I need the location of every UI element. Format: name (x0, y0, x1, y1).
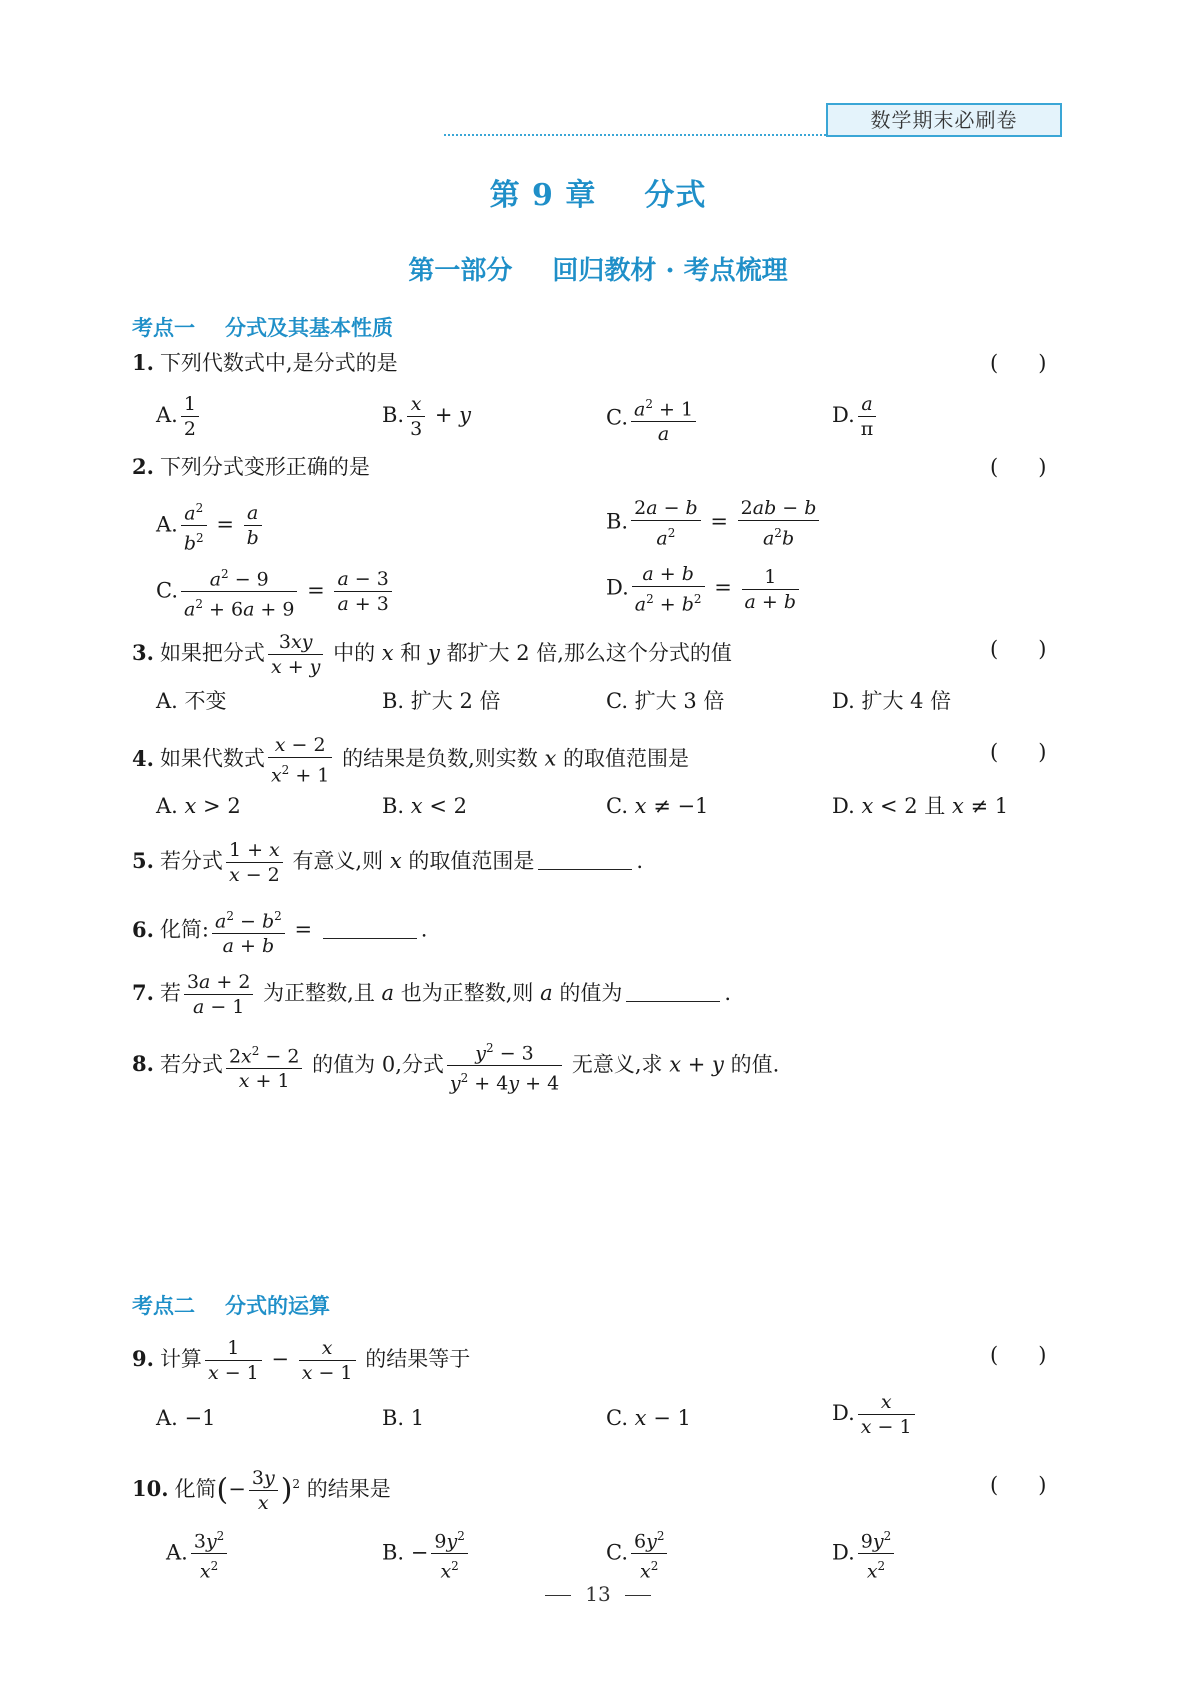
option-b: B. $\frac{x}{3}$ + y (382, 393, 472, 440)
question-text: 若分式 (159, 849, 223, 873)
answer-blank (323, 918, 417, 939)
question-text: 化简 (174, 1477, 217, 1501)
chapter-name: 分式 (644, 178, 707, 213)
question-text: 的值. (730, 1052, 780, 1077)
question-text: 如果把分式 (159, 641, 265, 665)
page-number (0, 1582, 1196, 1606)
question-text: 的值为 0,分式 (312, 1052, 444, 1077)
option-b: B. − $\frac{9y^2}{x^2}$ (382, 1524, 471, 1584)
question-9: 9. 计算 $\frac{1}{x - 1}$ − $\frac{x}{x - 1}$ 的结果等于 (132, 1337, 471, 1384)
header-label: 数学期末必刷卷 (826, 103, 1062, 137)
question-7: 7. 若 $\frac{3a + 2}{a - 1}$ 为正整数,且 a 也为正整数,则 a 的值为 . (132, 971, 732, 1018)
option-d: D. $\frac{9y^2}{x^2}$ (832, 1524, 897, 1584)
question-8: 8. 若分式 $\frac{2x^2 - 2}{x + 1}$ 的值为 0,分式 $\frac{y^2 - 3}{y^2 + 4y + 4}$ 无意义,求 x + y 的值. (132, 1036, 779, 1096)
option-d: D. x < 2 且 x ≠ 1 (832, 794, 1009, 818)
chapter-number: 第 9 章 (489, 178, 597, 213)
option-b: B. x < 2 (382, 794, 467, 818)
question-number: 4. (132, 745, 154, 771)
option-d: D. $\frac{a}{\pi}$ (832, 392, 879, 441)
answer-parens: ( ) (990, 351, 1047, 375)
fraction: $\frac{x - 2}{x^2 + 1}$ (268, 733, 332, 787)
fraction: $\frac{3y}{x}$ (249, 1466, 278, 1515)
page-dash (625, 1595, 651, 1596)
option-c: C. $\frac{a^2 + 1}{a}$ (606, 392, 699, 446)
question-number: 9. (132, 1346, 154, 1371)
question-number: 1. (132, 350, 154, 375)
question-text: 的取值范围是 (408, 849, 535, 873)
option-b: B. $\frac{2a - b}{a^2}$ = $\frac{2ab - b}{a^2b}$ (606, 496, 822, 550)
question-text: 无意义,求 (571, 1052, 663, 1077)
question-6: 6. 化简: $\frac{a^2 - b^2}{a + b}$ = . (132, 904, 427, 958)
page-dash (545, 1595, 571, 1596)
option-b: B. 扩大 2 倍 (382, 689, 501, 713)
answer-parens: ( ) (990, 637, 1047, 661)
question-2 (132, 451, 370, 483)
fraction: $\frac{y^2 - 3}{y^2 + 4y + 4}$ (447, 1036, 562, 1096)
question-number: 3. (132, 640, 154, 665)
option-c: C. $\frac{a^2 - 9}{a^2 + 6a + 9}$ = $\frac{a - 3}{a + 3}$ (156, 562, 395, 622)
question-number: 5. (132, 848, 154, 873)
option-a: A. $\frac{a^2}{b^2}$ = $\frac{a}{b}$ (156, 496, 265, 556)
answer-parens: ( ) (990, 1343, 1047, 1367)
question-text: 的结果等于 (365, 1347, 471, 1371)
question-text: 下列代数式中,是分式的是 (159, 351, 398, 375)
section-heading-1 (132, 312, 393, 342)
answer-parens: ( ) (990, 740, 1047, 764)
question-1 (132, 347, 398, 379)
question-text: 的值为 (559, 981, 623, 1005)
option-c: C. 扩大 3 倍 (606, 689, 725, 713)
option-a: A. $\frac{3y^2}{x^2}$ (166, 1524, 230, 1584)
option-a: A. x > 2 (156, 794, 241, 818)
question-text: 中的 (333, 641, 376, 665)
question-number: 2. (132, 454, 154, 479)
answer-parens: ( ) (990, 1473, 1047, 1497)
question-text: 有意义,则 (292, 849, 384, 873)
option-d: D. $\frac{a + b}{a^2 + b^2}$ = $\frac{1}{a + b}$ (606, 562, 802, 616)
header-dotted-line (444, 134, 826, 136)
fraction: $\frac{3xy}{x + y}$ (268, 630, 323, 679)
question-5: 5. 若分式 $\frac{1 + x}{x - 2}$ 有意义,则 x 的取值范围是 . (132, 839, 644, 886)
question-text: 都扩大 2 倍,那么这个分式的值 (446, 641, 732, 665)
part-name: 回归教材 · 考点梳理 (552, 256, 788, 286)
page-number-text: 13 (585, 1582, 611, 1606)
question-text: 下列分式变形正确的是 (159, 455, 370, 479)
fraction: $\frac{x}{x - 1}$ (299, 1336, 356, 1385)
option-d: D. $\frac{x}{x - 1}$ (832, 1390, 918, 1439)
question-text: 的结果是 (306, 1477, 391, 1501)
question-number: 6. (132, 916, 154, 942)
option-d: D. 扩大 4 倍 (832, 689, 952, 713)
question-text: 和 (400, 641, 422, 665)
question-number: 8. (132, 1051, 154, 1077)
fraction: $\frac{1}{x - 1}$ (205, 1336, 262, 1385)
section-number: 考点一 (132, 316, 195, 340)
question-text: 化简: (159, 917, 210, 942)
option-c: C. $\frac{6y^2}{x^2}$ (606, 1524, 670, 1584)
question-text: 若分式 (159, 1052, 223, 1077)
question-number: 10. (132, 1476, 169, 1501)
question-text: 也为正整数,则 (400, 981, 534, 1005)
chapter-title (0, 170, 1196, 214)
section-heading-2 (132, 1290, 330, 1320)
option-a: A. −1 (156, 1406, 216, 1430)
fraction: $\frac{1 + x}{x - 2}$ (226, 838, 283, 887)
question-text: 若 (159, 981, 181, 1005)
option-a: A. $\frac{1}{2}$ (156, 392, 202, 441)
option-c: C. x − 1 (606, 1406, 691, 1430)
option-a: A. 不变 (156, 689, 227, 713)
question-text: 的取值范围是 (562, 746, 689, 771)
part-title (0, 250, 1196, 287)
answer-parens: ( ) (990, 455, 1047, 479)
option-c: C. x ≠ −1 (606, 794, 709, 818)
question-text: 的结果是负数,则实数 (342, 746, 538, 771)
section-name: 分式及其基本性质 (225, 316, 393, 340)
answer-blank (538, 849, 632, 870)
question-3: 3. 如果把分式 $\frac{3xy}{x + y}$ 中的 x 和 y 都扩大 2 倍,那么这个分式的值 (132, 631, 732, 678)
question-text: 如果代数式 (159, 746, 265, 771)
question-4: 4. 如果代数式 $\frac{x - 2}{x^2 + 1}$ 的结果是负数,则实数 x 的取值范围是 (132, 734, 689, 787)
question-text: 为正整数,且 (263, 981, 375, 1005)
option-b: B. 1 (382, 1406, 425, 1430)
part-number: 第一部分 (408, 256, 513, 286)
section-number: 考点二 (132, 1294, 195, 1318)
question-text: 计算 (159, 1347, 202, 1371)
question-10: 10. 化简(− $\frac{3y}{x}$ )$^2$ 的结果是 (132, 1467, 391, 1514)
fraction: $\frac{3a + 2}{a - 1}$ (184, 970, 254, 1019)
fraction: $\frac{a^2 - b^2}{a + b}$ (212, 904, 285, 958)
section-name: 分式的运算 (225, 1294, 330, 1318)
answer-blank (626, 981, 720, 1002)
question-number: 7. (132, 980, 154, 1005)
fraction: $\frac{2x^2 - 2}{x + 1}$ (226, 1039, 303, 1093)
